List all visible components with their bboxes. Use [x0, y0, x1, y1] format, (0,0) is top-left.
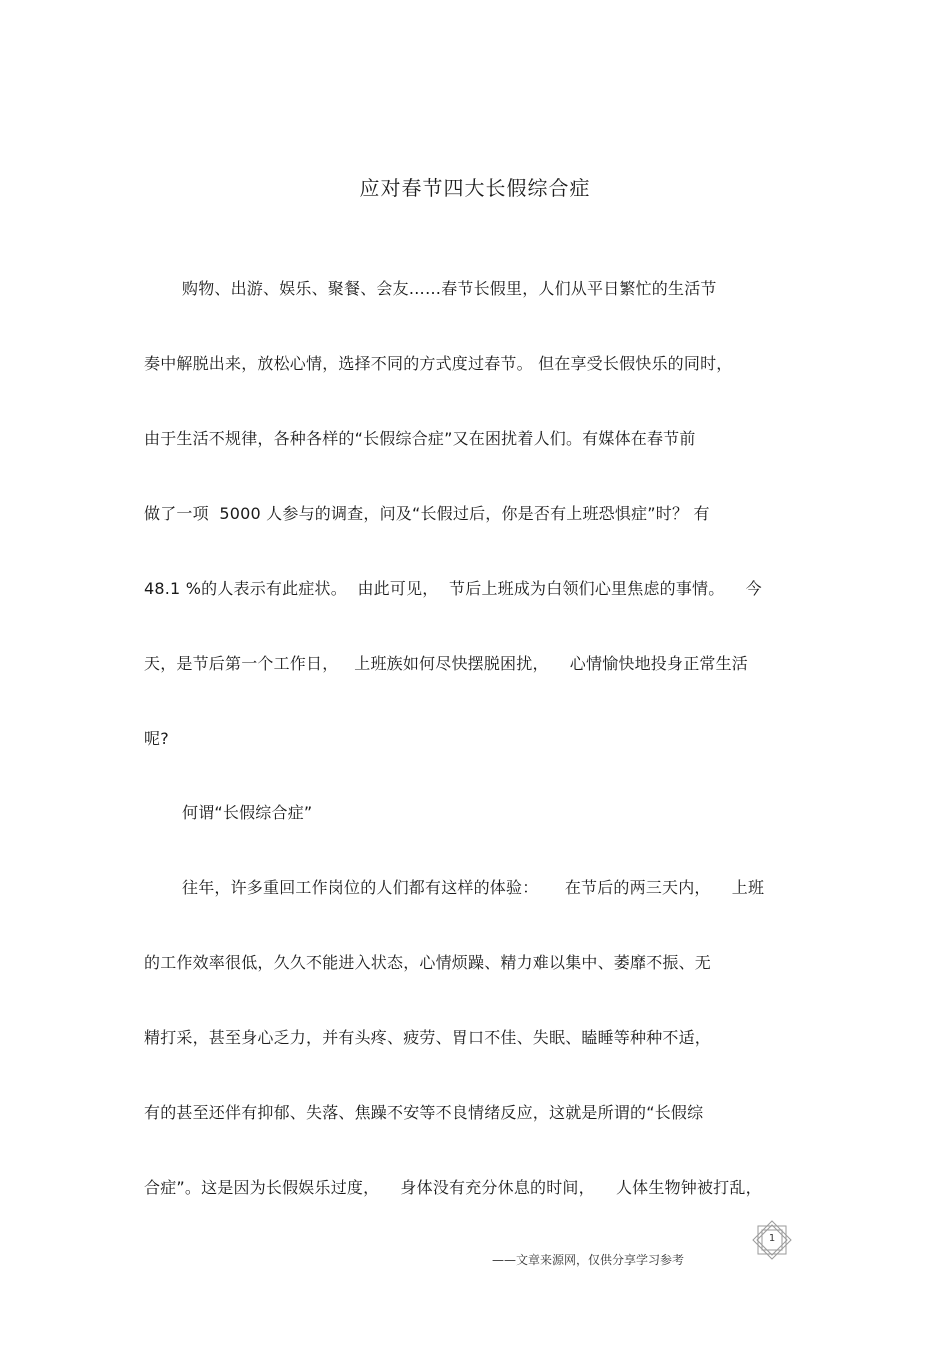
paragraph-line: 精打采，甚至身心乏力，并有头疼、疲劳、胃口不佳、失眠、瞌睡等种种不适， [144, 1028, 712, 1047]
footer-note: ——文章来源网，仅供分享学习参考 [492, 1253, 685, 1267]
page-number-badge [748, 1220, 796, 1260]
paragraph-line: 奏中解脱出来，放松心情，选择不同的方式度过春节。 但在享受长假快乐的同时， [144, 354, 733, 373]
paragraph-line: 做了一项 5000 人参与的调查，问及“长假过后，你是否有上班恐惧症”时？ 有 [144, 504, 710, 523]
paragraph-line: 天，是节后第一个工作日， 上班族如何尽快摆脱困扰， 心情愉快地投身正常生活 [144, 654, 749, 673]
paragraph-line: 的工作效率很低，久久不能进入状态，心情烦躁、精力难以集中、萎靡不振、无 [144, 953, 712, 972]
paragraph-line: 往年，许多重回工作岗位的人们都有这样的体验： 在节后的两三天内， 上班 [182, 878, 765, 897]
paragraph-line: 由于生活不规律，各种各样的“长假综合症”又在困扰着人们。有媒体在春节前 [144, 429, 696, 448]
paragraph-line: 合症”。这是因为长假娱乐过度， 身体没有充分休息的时间， 人体生物钟被打乱， [144, 1178, 762, 1197]
paragraph-line: 48.1 %的人表示有此症状。 由此可见， 节后上班成为白领们心里焦虑的事情。 今 [144, 579, 762, 598]
paragraph-line: 有的甚至还伴有抑郁、失落、焦躁不安等不良情绪反应，这就是所谓的“长假综 [144, 1103, 704, 1122]
paragraph-line: 呢? [144, 729, 169, 748]
page-number: 1 [768, 1233, 776, 1244]
document-title: 应对春节四大长假综合症 [359, 176, 591, 200]
section-heading: 何谓“长假综合症” [182, 803, 313, 822]
paragraph-line: 购物、出游、娱乐、聚餐、会友……春节长假里，人们从平日繁忙的生活节 [182, 279, 717, 298]
